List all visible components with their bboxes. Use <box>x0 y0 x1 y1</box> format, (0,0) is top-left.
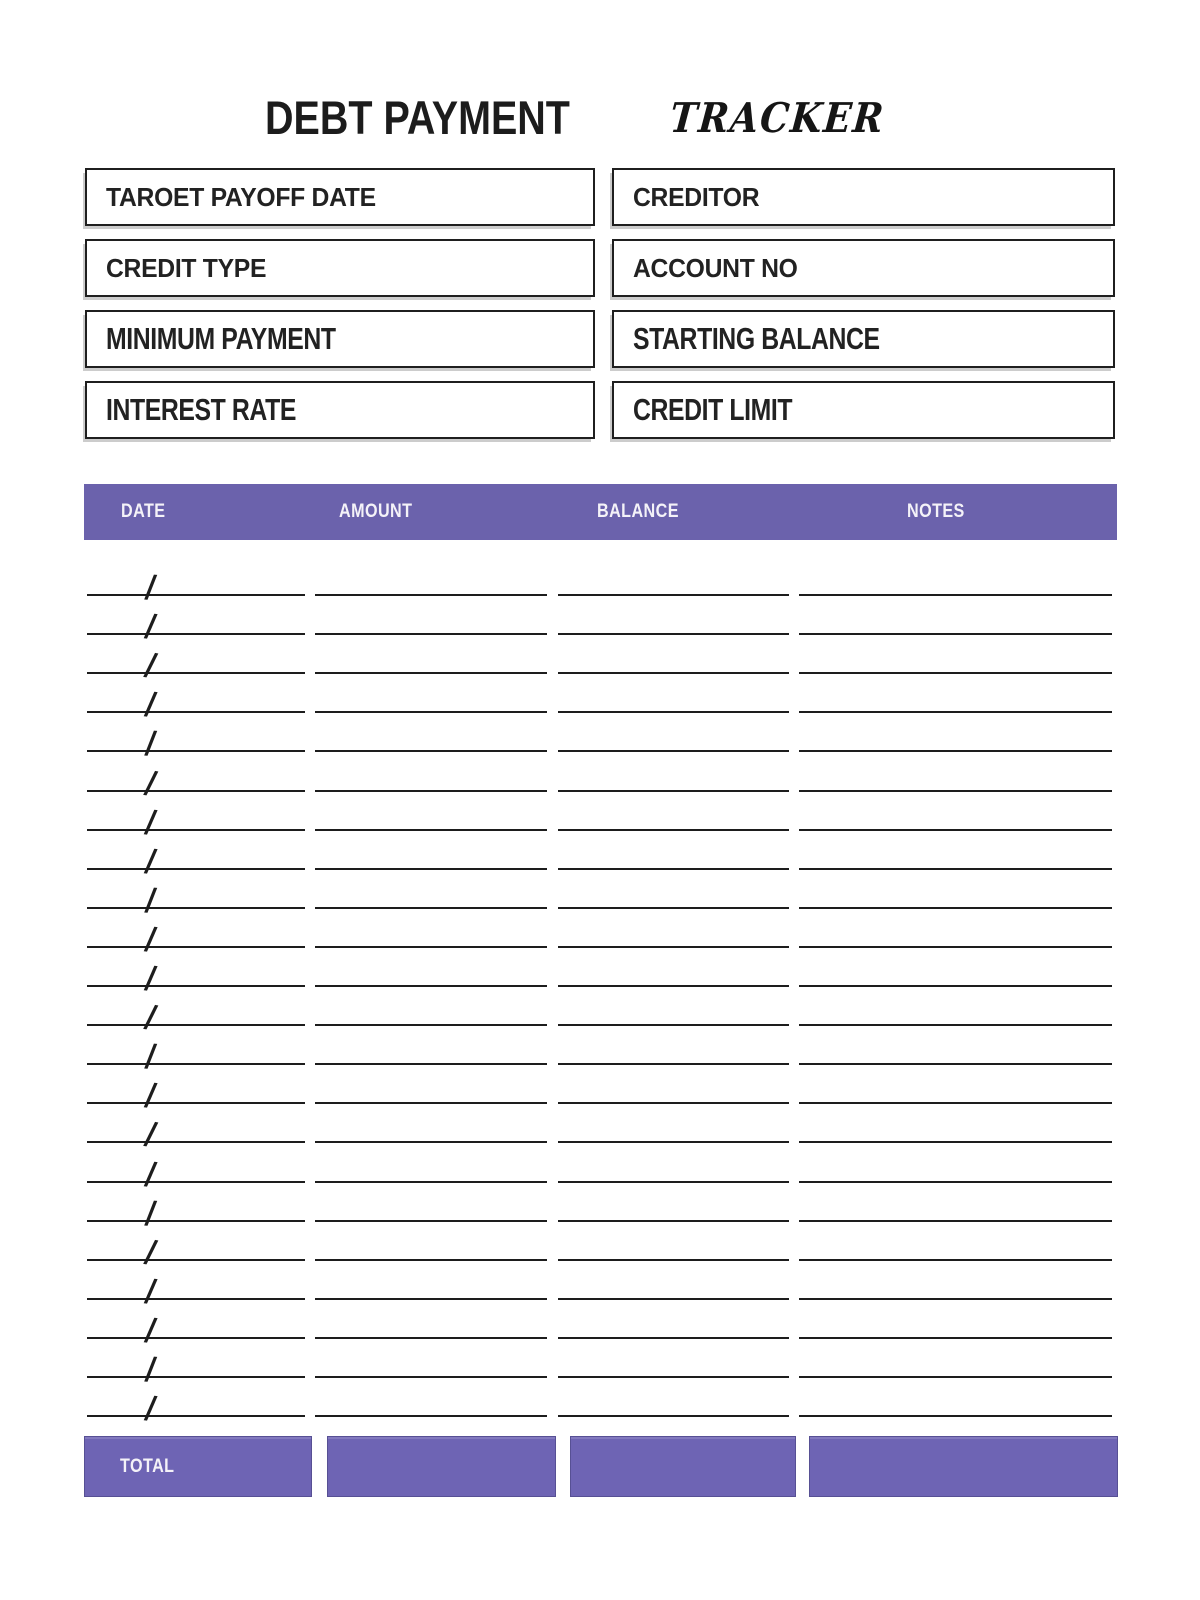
date-separator-slash: / <box>143 1389 159 1427</box>
amount-cell <box>315 909 547 948</box>
amount-cell <box>315 1026 547 1065</box>
table-row <box>84 987 1117 1036</box>
notes-cell <box>799 713 1112 752</box>
date-separator-slash: / <box>143 1037 158 1075</box>
total-balance-box <box>570 1436 796 1497</box>
date-cell <box>87 1261 305 1310</box>
date-separator-slash: / <box>143 1155 159 1192</box>
date-cell <box>87 870 305 919</box>
table-row <box>84 1026 1117 1075</box>
date-separator-slash: / <box>143 607 159 645</box>
field-creditor <box>612 168 1115 226</box>
date-separator-slash: / <box>143 685 159 723</box>
field-label: CREDIT TYPE <box>106 252 267 283</box>
balance-cell <box>558 831 789 870</box>
balance-cell <box>558 713 789 752</box>
balance-cell <box>558 987 789 1026</box>
table-row <box>84 1339 1117 1388</box>
notes-cell <box>799 870 1112 909</box>
amount-cell <box>315 1065 547 1104</box>
amount-cell <box>315 1300 547 1339</box>
date-cell <box>87 792 305 841</box>
table-row <box>84 635 1117 684</box>
date-cell <box>87 752 305 802</box>
date-cell <box>87 674 305 723</box>
field-credit-type <box>85 239 595 297</box>
date-cell <box>87 713 305 762</box>
balance-cell <box>558 1222 789 1261</box>
notes-cell <box>799 1300 1112 1339</box>
field-account-no <box>612 239 1115 297</box>
date-separator-slash: / <box>143 725 158 762</box>
table-row <box>84 596 1117 645</box>
amount-cell <box>315 635 547 674</box>
total-amount-box <box>327 1436 556 1497</box>
field-label: TAROET PAYOFF DATE <box>106 181 376 212</box>
notes-cell <box>799 831 1112 870</box>
balance-cell <box>558 792 789 831</box>
notes-cell <box>799 635 1112 674</box>
table-row <box>84 1222 1117 1271</box>
column-header-balance: BALANCE <box>597 501 679 522</box>
date-cell <box>87 1183 305 1231</box>
amount-cell <box>315 1222 547 1261</box>
field-label: ACCOUNT NO <box>633 252 798 283</box>
date-cell <box>87 1300 305 1349</box>
field-label: CREDITOR <box>633 181 760 212</box>
balance-cell <box>558 1339 789 1378</box>
table-row <box>84 909 1117 958</box>
amount-cell <box>315 596 547 635</box>
date-cell <box>87 987 305 1036</box>
field-label: CREDIT LIMIT <box>633 392 793 427</box>
balance-cell <box>558 870 789 909</box>
date-separator-slash: / <box>143 1311 159 1349</box>
table-row <box>84 674 1117 723</box>
balance-cell <box>558 1378 789 1417</box>
notes-cell <box>799 1378 1112 1417</box>
date-separator-slash: / <box>143 568 158 606</box>
notes-cell <box>799 909 1112 948</box>
date-cell <box>87 1026 305 1075</box>
field-interest-rate <box>85 381 595 439</box>
amount-cell <box>315 1183 547 1222</box>
date-separator-slash: / <box>142 1233 160 1271</box>
date-separator-slash: / <box>143 920 159 958</box>
notes-cell <box>799 596 1112 635</box>
notes-cell <box>799 557 1112 596</box>
balance-cell <box>558 557 789 596</box>
table-row <box>84 792 1117 841</box>
table-row <box>84 831 1117 880</box>
date-cell <box>87 909 305 958</box>
date-separator-slash: / <box>143 1076 159 1114</box>
table-row <box>84 948 1117 997</box>
amount-cell <box>315 1104 547 1143</box>
balance-cell <box>558 596 789 635</box>
table-row <box>84 1378 1117 1427</box>
balance-cell <box>558 1183 789 1222</box>
amount-cell <box>315 557 547 596</box>
amount-cell <box>315 1143 547 1182</box>
totals-row <box>84 1436 1118 1497</box>
field-starting-balance <box>612 310 1115 368</box>
fields-column-right <box>612 168 1115 452</box>
date-cell <box>87 557 305 606</box>
column-header-date: DATE <box>121 501 166 522</box>
amount-cell <box>315 674 547 713</box>
total-notes-box <box>809 1436 1118 1497</box>
amount-cell <box>315 752 547 791</box>
date-separator-slash: / <box>143 1272 159 1310</box>
field-minimum-payment <box>85 310 595 368</box>
payment-rows <box>84 557 1117 1427</box>
date-cell <box>87 1378 305 1427</box>
date-cell <box>87 948 305 997</box>
date-separator-slash: / <box>142 763 160 802</box>
column-header-notes: NOTES <box>907 501 965 522</box>
amount-cell <box>315 1261 547 1300</box>
amount-cell <box>315 1378 547 1417</box>
date-cell <box>87 1065 305 1114</box>
balance-cell <box>558 635 789 674</box>
fields-column-left <box>85 168 595 452</box>
notes-cell <box>799 948 1112 987</box>
notes-cell <box>799 1104 1112 1143</box>
balance-cell <box>558 1104 789 1143</box>
date-separator-slash: / <box>143 881 158 919</box>
date-cell <box>87 1339 305 1388</box>
balance-cell <box>558 948 789 987</box>
notes-cell <box>799 1339 1112 1378</box>
amount-cell <box>315 870 547 909</box>
table-row <box>84 557 1117 606</box>
date-cell <box>87 1104 305 1154</box>
notes-cell <box>799 792 1112 831</box>
table-row <box>84 1065 1117 1114</box>
balance-cell <box>558 752 789 791</box>
date-separator-slash: / <box>143 803 159 841</box>
date-cell <box>87 635 305 684</box>
title-script: TRACKER <box>667 94 888 142</box>
table-row <box>84 752 1117 802</box>
date-cell <box>87 831 305 880</box>
date-cell <box>87 596 305 645</box>
balance-cell <box>558 1261 789 1300</box>
amount-cell <box>315 948 547 987</box>
field-label: MINIMUM PAYMENT <box>106 321 336 356</box>
notes-cell <box>799 1183 1112 1222</box>
notes-cell <box>799 1143 1112 1182</box>
balance-cell <box>558 1143 789 1182</box>
table-row <box>84 1143 1117 1192</box>
date-separator-slash: / <box>142 646 160 684</box>
amount-cell <box>315 713 547 752</box>
page-title <box>265 91 912 144</box>
date-cell <box>87 1143 305 1192</box>
balance-cell <box>558 1065 789 1104</box>
field-label: INTEREST RATE <box>106 392 296 427</box>
table-row <box>84 713 1117 762</box>
amount-cell <box>315 1339 547 1378</box>
table-row <box>84 1183 1117 1231</box>
table-row <box>84 1261 1117 1310</box>
total-label-box <box>84 1436 312 1497</box>
table-row <box>84 1300 1117 1349</box>
notes-cell <box>799 674 1112 713</box>
balance-cell <box>558 1300 789 1339</box>
balance-cell <box>558 674 789 713</box>
amount-cell <box>315 792 547 831</box>
field-target-payoff-date <box>85 168 595 226</box>
notes-cell <box>799 987 1112 1026</box>
date-separator-slash: / <box>143 842 159 880</box>
column-header-amount: AMOUNT <box>339 501 413 522</box>
notes-cell <box>799 1026 1112 1065</box>
notes-cell <box>799 752 1112 791</box>
notes-cell <box>799 1261 1112 1300</box>
title-main: DEBT PAYMENT <box>265 91 570 144</box>
field-credit-limit <box>612 381 1115 439</box>
table-row <box>84 870 1117 919</box>
amount-cell <box>315 831 547 870</box>
total-label: TOTAL <box>120 1455 175 1477</box>
balance-cell <box>558 909 789 948</box>
date-separator-slash: / <box>143 959 159 997</box>
date-separator-slash: / <box>143 1194 158 1231</box>
date-separator-slash: / <box>142 998 160 1036</box>
notes-cell <box>799 1222 1112 1261</box>
field-label: STARTING BALANCE <box>633 321 880 356</box>
balance-cell <box>558 1026 789 1065</box>
date-separator-slash: / <box>143 1350 158 1388</box>
table-header-bar <box>84 484 1117 540</box>
date-separator-slash: / <box>142 1115 160 1154</box>
date-cell <box>87 1222 305 1271</box>
amount-cell <box>315 987 547 1026</box>
table-row <box>84 1104 1117 1154</box>
notes-cell <box>799 1065 1112 1104</box>
